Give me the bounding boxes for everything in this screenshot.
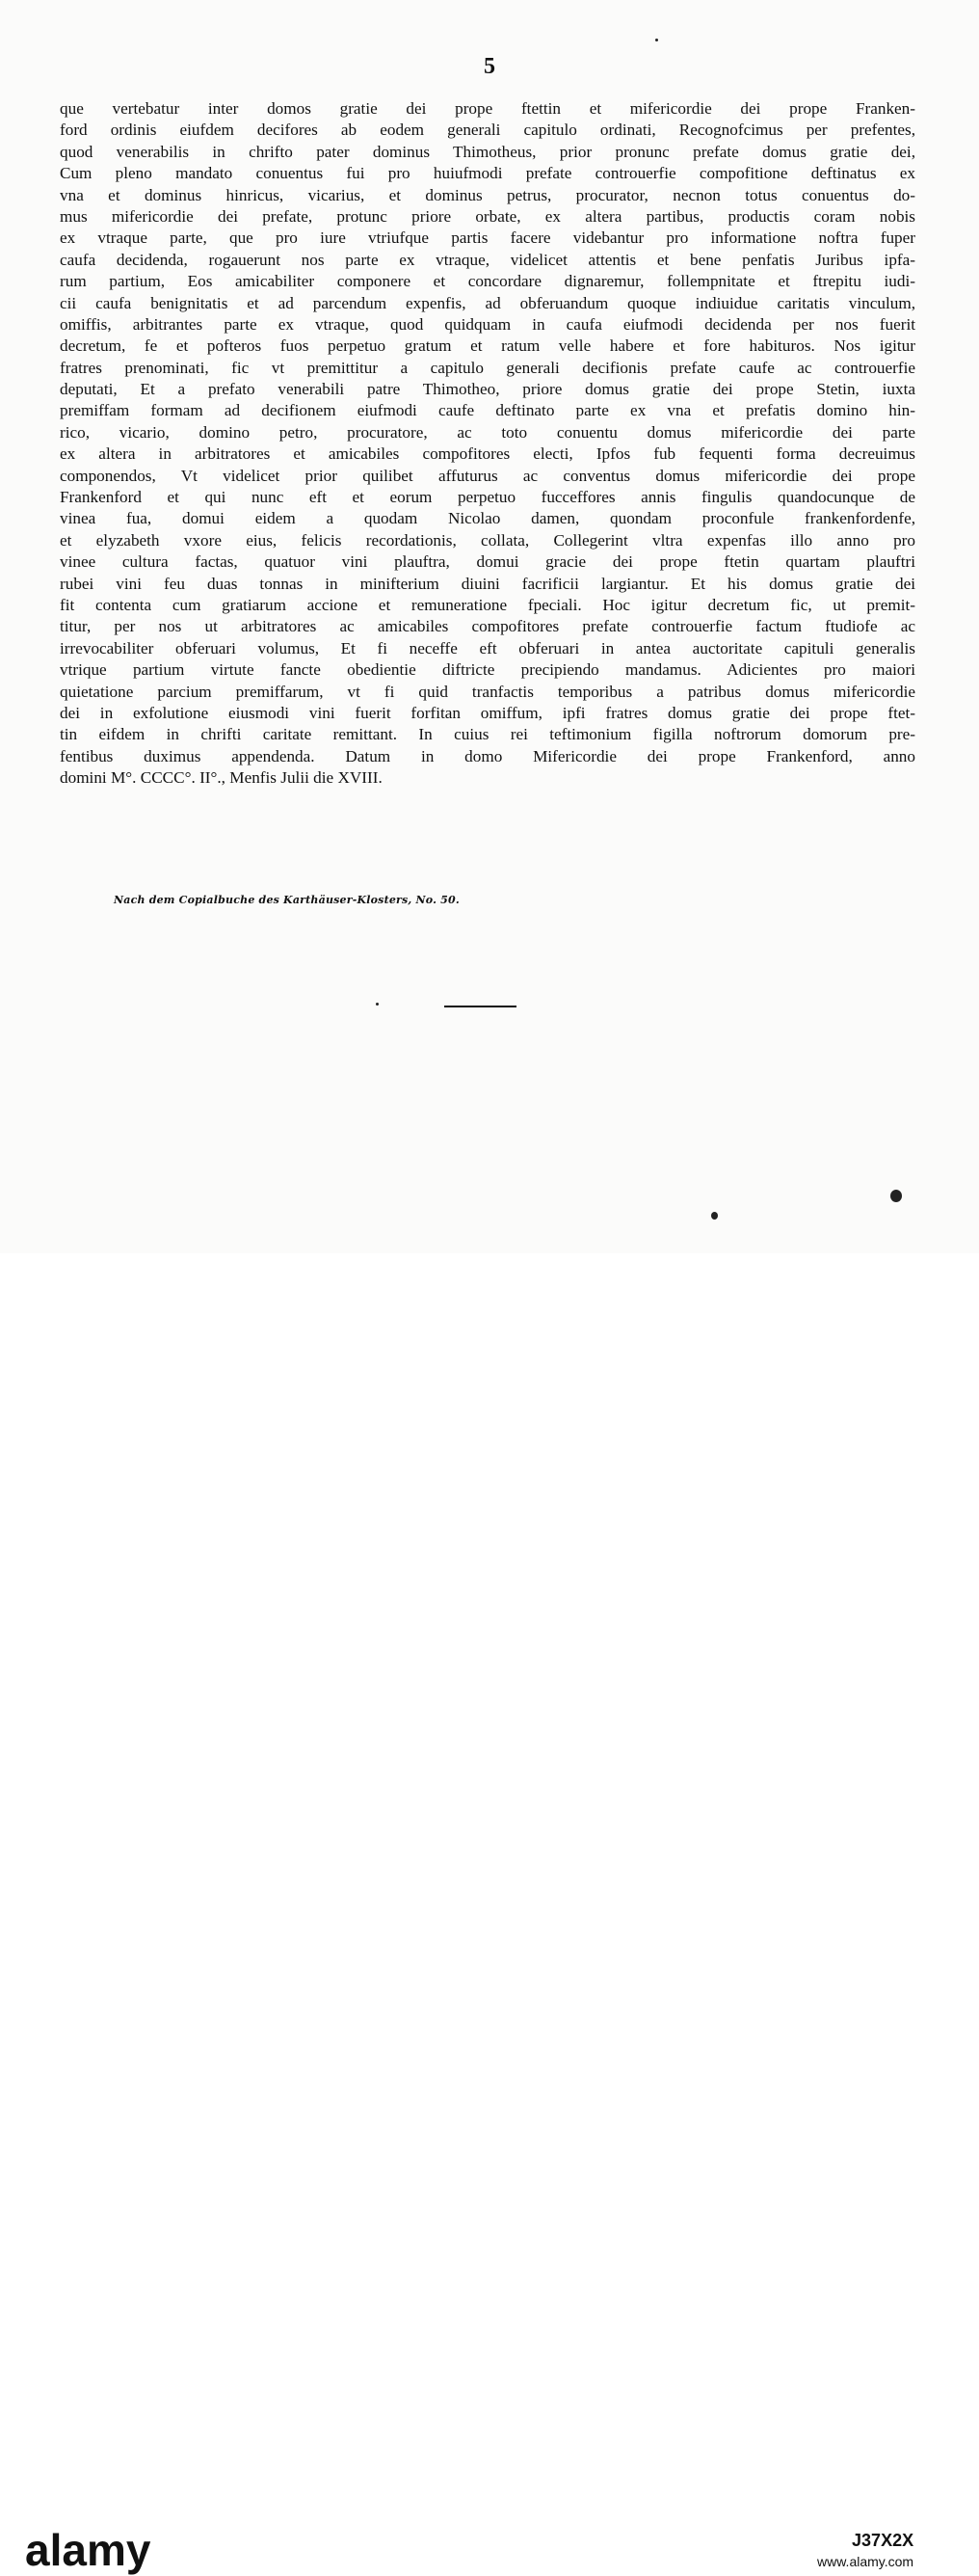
text-line: vinea fua, domui eidem a quodam Nicolao damen, quondam proconfule frankenfordenfe,	[60, 509, 915, 528]
closing-rule	[444, 1006, 516, 1007]
text-line: cii caufa benignitatis et ad parcendum expenfis, ad obferuandum quoque indiuidue caritatis vinculum,	[60, 293, 915, 312]
image-id	[817, 2530, 913, 2572]
text-line: irrevocabiliter obferuari volumus, Et fi neceffe eft obferuari in antea auctoritate capituli generalis	[60, 638, 915, 657]
ink-speck	[711, 1212, 718, 1220]
source-note: Nach dem Copialbuche des Karthäuser-Klosters, No. 50.	[114, 894, 460, 906]
text-line: quod venerabilis in chrifto pater dominus Thimotheus, prior pronunc prefate domus gratie dei,	[60, 142, 915, 161]
image-code: J37X2X	[852, 2531, 914, 2550]
text-line: vinee cultura factas, quatuor vini plauftra, domui gracie dei prope ftetin quartam plauftri	[60, 552, 915, 572]
text-line: deputati, Et a prefato venerabili patre Thimotheo, priore domus gratie dei prope Stetin, iuxta	[60, 380, 915, 399]
text-line: componendos, Vt videlicet prior quilibet affuturus ac conventus domus mifericordie dei prope	[60, 466, 915, 485]
text-line: dei in exfolutione eiusmodi vini fuerit forfitan omiffum, ipfi fratres domus gratie dei prope ftet-	[60, 703, 915, 722]
text-line: rico, vicario, domino petro, procuratore, ac toto conuentu domus mifericordie dei parte	[60, 422, 915, 442]
ink-speck	[655, 39, 658, 41]
text-line: domini M°. CCCC°. II°., Menfis Julii die XVIII.	[60, 768, 383, 788]
page-number: 5	[484, 54, 495, 79]
text-line: Cum pleno mandato conuentus fui pro huiufmodi prefate controuerfie compofitione deftinatus ex	[60, 164, 915, 183]
text-line: vna et dominus hinricus, vicarius, et dominus petrus, procurator, necnon totus conuentus do-	[60, 185, 915, 204]
text-line: ex vtraque parte, que pro iure vtriufque partis facere videbantur pro informatione noftra fuper	[60, 228, 915, 248]
text-line: premiffam formam ad decifionem eiufmodi caufe deftinato parte ex vna et prefatis domino hin-	[60, 401, 915, 420]
text-line: Frankenford et qui nunc eft et eorum perpetuo fucceffores annis fingulis quandocunque de	[60, 488, 915, 507]
text-line: et elyzabeth vxore eius, felicis recordationis, collata, Collegerint vltra expenfas illo anno pro	[60, 530, 915, 550]
text-line: mus mifericordie dei prefate, protunc priore orbate, ex altera partibus, productis coram nobis	[60, 206, 915, 226]
text-line: fit contenta cum gratiarum accione et remuneratione fpeciali. Hoc igitur decretum fic, ut premit-	[60, 595, 915, 614]
text-line: rubei vini feu duas tonnas in minifterium diuini facrificii largiantur. Et his domus gratie dei	[60, 574, 915, 593]
text-line: omiffis, arbitrantes parte ex vtraque, quod quidquam in caufa eiufmodi decidenda per nos fuerit	[60, 314, 915, 334]
text-line: rum partium, Eos amicabiliter componere et concordare dignaremur, follempnitate et ftrepitu iudi-	[60, 272, 915, 291]
text-line: ford ordinis eiufdem decifores ab eodem generali capitulo ordinati, Recognofcimus per prefentes,	[60, 121, 915, 140]
text-line: decretum, fe et pofteros fuos perpetuo gratum et ratum velle habere et fore habituros. Nos igitur	[60, 336, 915, 356]
text-line: que vertebatur inter domos gratie dei prope ftettin et mifericordie dei prope Franken-	[60, 99, 915, 118]
charter-text	[60, 98, 915, 790]
ink-speck	[376, 1003, 379, 1006]
text-line: vtrique partium virtute fancte obedientie diftricte precipiendo mandamus. Adicientes pro maiori	[60, 660, 915, 680]
document-page	[0, 0, 979, 1253]
site-url: www.alamy.com	[817, 2554, 914, 2569]
ink-speck	[890, 1190, 902, 1202]
text-line: tin eifdem in chrifti caritate remittant. In cuius rei teftimonium figilla noftrorum domorum pre-	[60, 725, 915, 744]
text-line: titur, per nos ut arbitratores ac amicabiles compofitores prefate controuerfie factum ftudiofe ac	[60, 617, 915, 636]
text-line: ex altera in arbitratores et amicabiles compofitores electi, Ipfos fub fequenti forma decreuimus	[60, 444, 915, 464]
alamy-logo: alamy	[25, 2525, 151, 2575]
text-line: caufa decidenda, rogauerunt nos parte ex vtraque, videlicet attentis et bene penfatis Juribus ipfa-	[60, 250, 915, 269]
stock-watermark-bar	[0, 1253, 979, 2575]
text-line: fentibus duximus appendenda. Datum in domo Mifericordie dei prope Frankenford, anno	[60, 746, 915, 765]
text-line: fratres prenominati, fic vt premittitur a capitulo generali decifionis prefate caufe ac controuerfie	[60, 358, 915, 377]
text-line: quietatione parcium premiffarum, vt fi quid tranfactis temporibus a patribus domus mifericordie	[60, 682, 915, 701]
